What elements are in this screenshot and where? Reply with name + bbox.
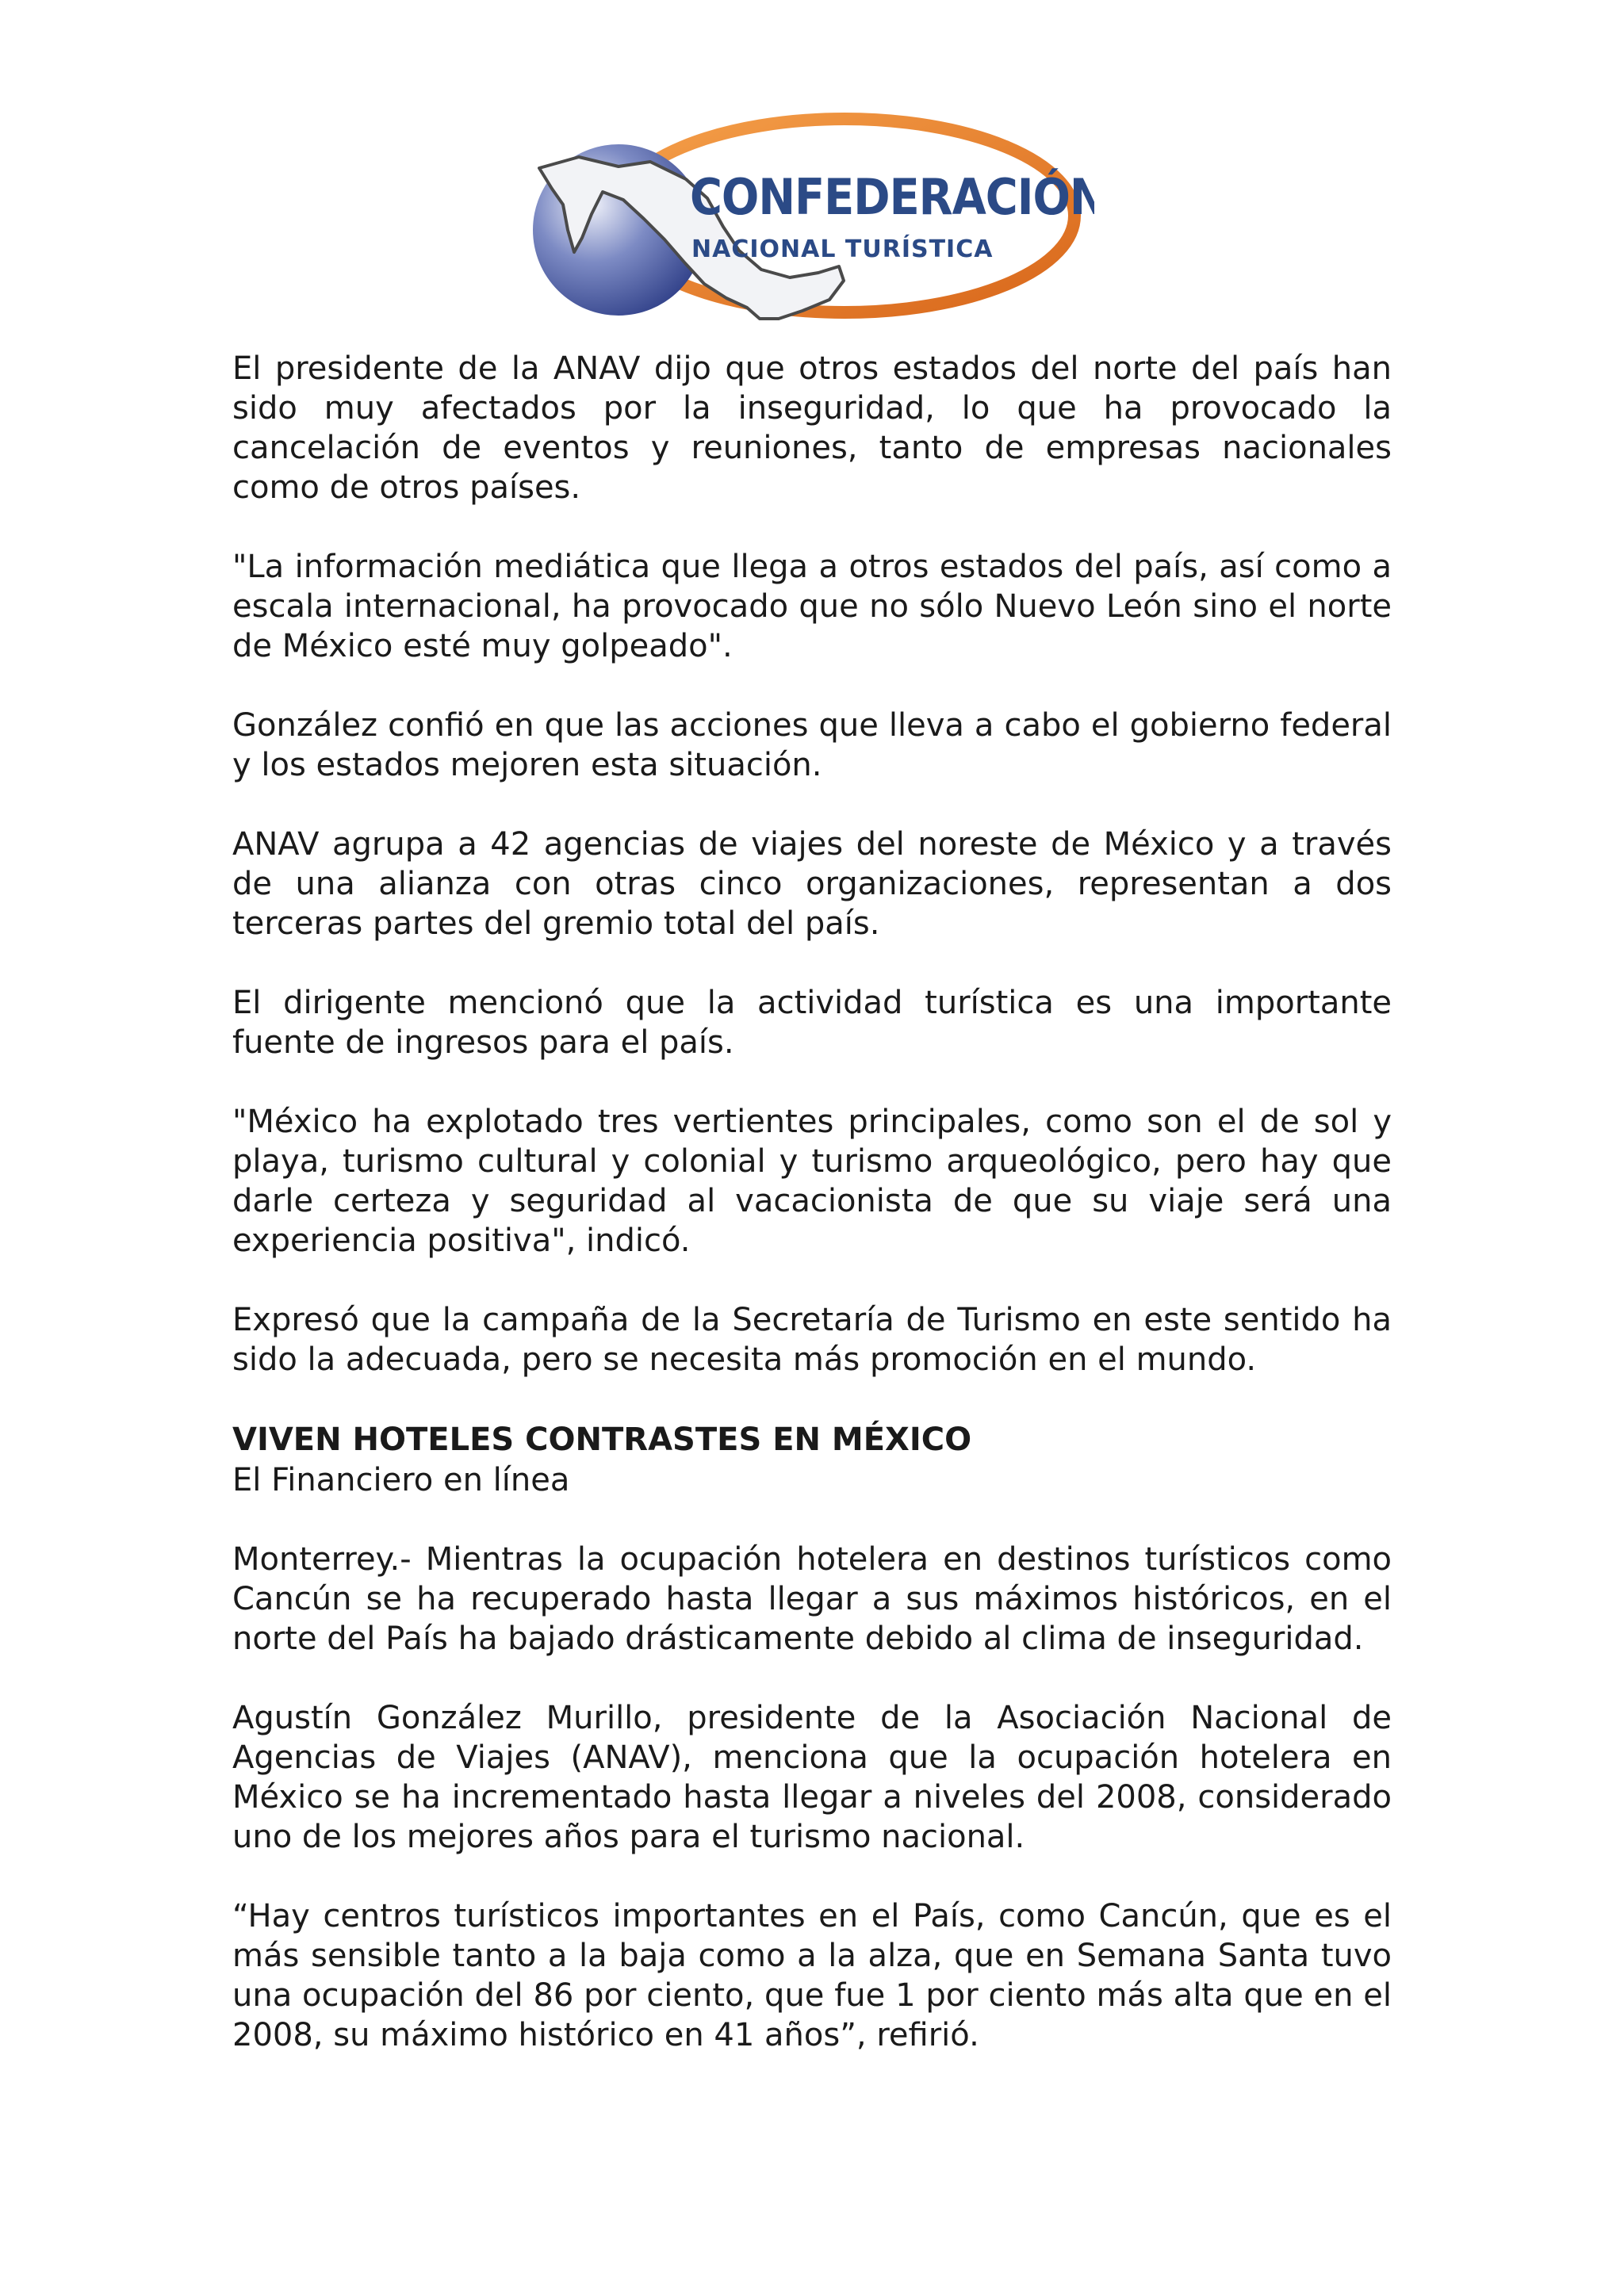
logo-text-confederacion: CONFEDERACIÓN [690, 168, 1094, 226]
paragraph: El dirigente mencionó que la actividad turística es una importante fuente de ingresos para el país. [232, 985, 1392, 1061]
paragraph: “Hay centros turísticos importantes en el País, como Cancún, que es el más sensible tanto a la baja como a la alza, que en Semana Santa tuvo una ocupación del 86 por ciento, que fue 1 por ciento más alta que en el 2008, su máximo histórico en 41 años”, refirió. [232, 1898, 1392, 2053]
paragraph: "La información mediática que llega a otros estados del país, así como a escala internacional, ha provocado que no sólo Nuevo León sino el norte de México esté muy golpeado". [232, 549, 1392, 664]
article-header [232, 1419, 1392, 1500]
paragraph: Monterrey.- Mientras la ocupación hotelera en destinos turísticos como Cancún se ha recuperado hasta llegar a sus máximos históricos, en el norte del País ha bajado drásticamente debido al clima de inseguridad. [232, 1541, 1392, 1657]
logo-text-nacional-turistica: NACIONAL TURÍSTICA [691, 235, 994, 263]
paragraph: "México ha explotado tres vertientes principales, como son el de sol y playa, turismo cultural y colonial y turismo arqueológico, pero hay que darle certeza y seguridad al vacacionista de que su viaje será una experiencia positiva", indicó. [232, 1104, 1392, 1259]
paragraph: González confió en que las acciones que lleva a cabo el gobierno federal y los estados mejoren esta situación. [232, 707, 1392, 783]
document-body [232, 349, 1392, 2095]
confederacion-logo [523, 111, 1094, 349]
logo-graphic [523, 111, 1094, 349]
paragraph: Agustín González Murillo, presidente de la Asociación Nacional de Agencias de Viajes (ANAV), menciona que la ocupación hotelera en México se ha incrementado hasta llegar a niveles del 2008, considerado uno de los mejores años para el turismo nacional. [232, 1700, 1392, 1855]
article-source: El Financiero en línea [232, 1462, 570, 1498]
paragraph: El presidente de la ANAV dijo que otros estados del norte del país han sido muy afectados por la inseguridad, lo que ha provocado la cancelación de eventos y reuniones, tanto de empresas nacionales como de otros países. [232, 350, 1392, 506]
paragraph: Expresó que la campaña de la Secretaría de Turismo en este sentido ha sido la adecuada, pero se necesita más promoción en el mundo. [232, 1302, 1392, 1378]
article-headline: VIVEN HOTELES CONTRASTES EN MÉXICO [232, 1422, 972, 1458]
paragraph: ANAV agrupa a 42 agencias de viajes del noreste de México y a través de una alianza con otras cinco organizaciones, representan a dos terceras partes del gremio total del país. [232, 826, 1392, 942]
